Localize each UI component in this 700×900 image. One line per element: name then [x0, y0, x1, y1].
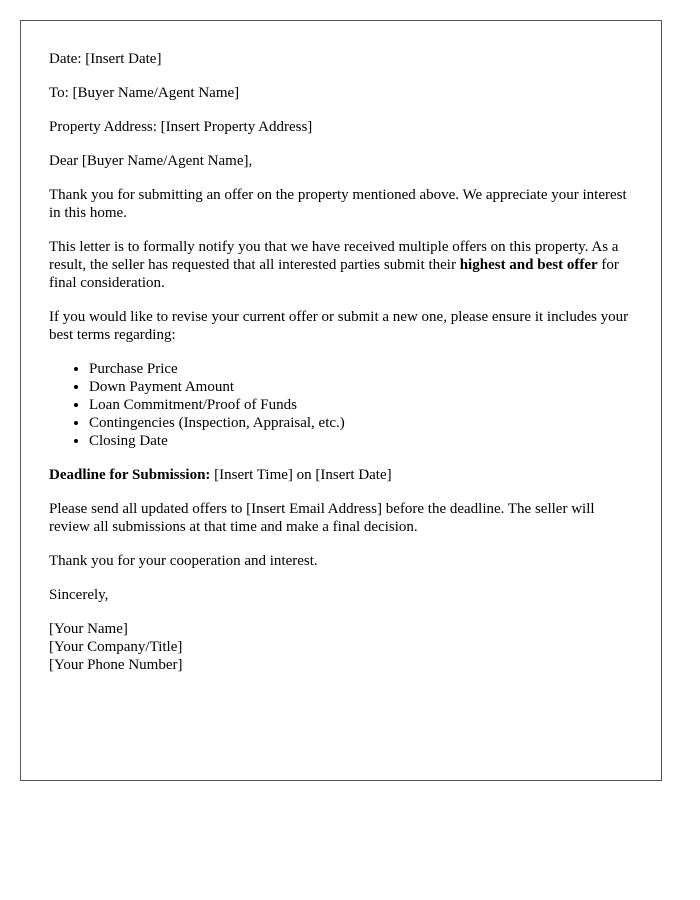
deadline-label: Deadline for Submission:	[49, 467, 211, 483]
terms-list-item: • Contingencies (Inspection, Appraisal, etc.)	[89, 414, 633, 432]
signature-company: [Your Company/Title]	[49, 639, 183, 655]
property-address-line: Property Address: [Insert Property Address]	[49, 119, 313, 135]
terms-list-item: • Closing Date	[89, 432, 633, 450]
closing: Sincerely,	[49, 587, 109, 603]
notice-text-start: This letter is to formally notify you that we have received multiple offers on this property. As a result, the seller has requested that all interested parties submit their	[49, 239, 619, 273]
terms-list-item: • Down Payment Amount	[89, 378, 633, 396]
intro-paragraph: Thank you for submitting an offer on the property mentioned above. We appreciate your interest in this home.	[49, 187, 627, 221]
instructions-paragraph: Please send all updated offers to [Insert Email Address] before the deadline. The seller will review all submissions at that time and make a final decision.	[49, 501, 595, 535]
letter-document	[20, 20, 662, 781]
date-line: Date: [Insert Date]	[49, 51, 162, 67]
notice-paragraph	[49, 238, 633, 292]
deadline-line	[49, 466, 633, 484]
signature-name: [Your Name]	[49, 621, 128, 637]
terms-list	[49, 360, 633, 450]
recipient-line: To: [Buyer Name/Agent Name]	[49, 85, 240, 101]
terms-list-item: • Purchase Price	[89, 360, 633, 378]
salutation: Dear [Buyer Name/Agent Name],	[49, 153, 253, 169]
signature-phone: [Your Phone Number]	[49, 657, 183, 673]
notice-emphasis: highest and best offer	[459, 257, 598, 273]
thanks-paragraph: Thank you for your cooperation and interest.	[49, 553, 318, 569]
terms-intro-paragraph: If you would like to revise your current offer or submit a new one, please ensure it includes your best terms regarding:	[49, 309, 629, 343]
signature-block	[49, 620, 633, 674]
notice-text-end: for final consideration.	[49, 257, 619, 291]
deadline-value: [Insert Time] on [Insert Date]	[210, 467, 392, 483]
terms-list-item: • Loan Commitment/Proof of Funds	[89, 396, 633, 414]
